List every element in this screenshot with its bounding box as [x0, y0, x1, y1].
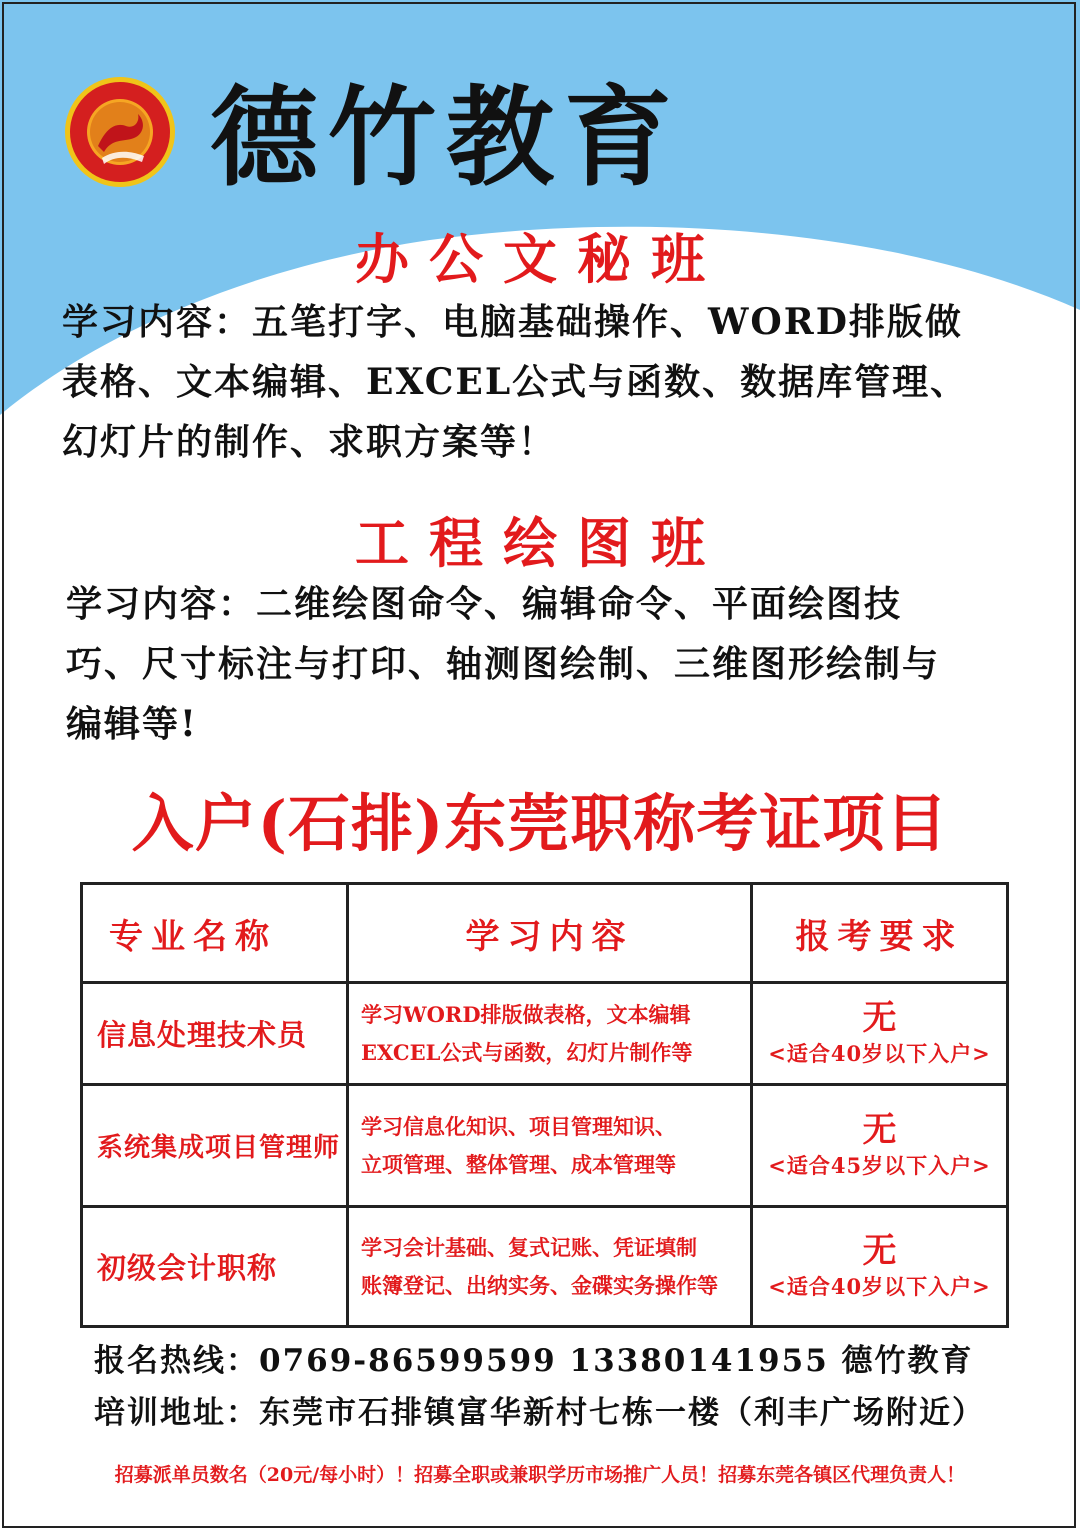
drafting-class-line: 巧、尺寸标注与打印、轴测图绘制、三维图形绘制与	[66, 643, 941, 685]
drafting-class-title: 工程绘图班	[355, 511, 725, 575]
row-requirement	[752, 1085, 1008, 1207]
requirement-note: <适合40岁以下入户>	[768, 1273, 991, 1299]
header-requirement: 报考要求	[752, 884, 1008, 983]
row-name: 信息处理技术员	[82, 983, 348, 1085]
drafting-class-content	[66, 574, 1026, 754]
recruitment-notice: 招募派单员数名（20元/每小时）！招募全职或兼职学历市场推广人员！招募东莞各镇区代理负责人！	[114, 1464, 966, 1486]
requirement-value: 无	[862, 1109, 897, 1150]
header-study-content: 学习内容	[348, 884, 752, 983]
row-content-line: 学习信息化知识、项目管理知识、	[361, 1113, 676, 1139]
header-major-name: 专业名称	[82, 884, 348, 983]
row-content-line: 账簿登记、出纳实务、金碟实务操作等	[361, 1272, 718, 1298]
table-row	[82, 983, 1008, 1085]
table-row	[82, 1207, 1008, 1327]
training-address: 培训地址：东莞市石排镇富华新村七栋一楼（利丰广场附近）	[94, 1395, 985, 1431]
row-content	[348, 983, 752, 1085]
row-requirement	[752, 983, 1008, 1085]
office-class-line: 学习内容：五笔打字、电脑基础操作、WORD排版做	[62, 301, 963, 343]
drafting-class-line: 编辑等!	[66, 703, 198, 745]
office-class-title: 办公文秘班	[355, 227, 725, 291]
requirement-note: <适合45岁以下入户>	[768, 1152, 991, 1178]
row-name: 初级会计职称	[82, 1207, 348, 1327]
requirement-value: 无	[862, 1230, 897, 1271]
office-class-line: 表格、文本编辑、EXCEL公式与函数、数据库管理、	[62, 361, 969, 403]
table-row	[82, 1085, 1008, 1207]
drafting-class-line: 学习内容：二维绘图命令、编辑命令、平面绘图技	[66, 583, 903, 625]
row-name: 系统集成项目管理师	[82, 1085, 348, 1207]
brand-name: 德竹教育	[210, 75, 683, 201]
office-class-content	[62, 292, 1022, 472]
requirement-note: <适合40岁以下入户>	[768, 1040, 991, 1066]
row-content	[348, 1085, 752, 1207]
signup-hotline: 报名热线：0769-86599599 13380141955 德竹教育	[94, 1343, 974, 1379]
school-logo-icon	[64, 76, 176, 188]
certification-headline: 入户(石排)东莞职称考证项目	[131, 787, 949, 860]
certification-table	[80, 882, 1009, 1328]
office-class-line: 幻灯片的制作、求职方案等！	[62, 421, 557, 463]
row-content-line: 学习会计基础、复式记账、凭证填制	[361, 1234, 697, 1260]
row-content-line: EXCEL公式与函数，幻灯片制作等	[361, 1039, 693, 1065]
requirement-value: 无	[862, 997, 897, 1038]
row-content-line: 学习WORD排版做表格，文本编辑	[361, 1001, 691, 1027]
row-requirement	[752, 1207, 1008, 1327]
table-header-row	[82, 884, 1008, 983]
row-content-line: 立项管理、整体管理、成本管理等	[361, 1151, 676, 1177]
row-content	[348, 1207, 752, 1327]
